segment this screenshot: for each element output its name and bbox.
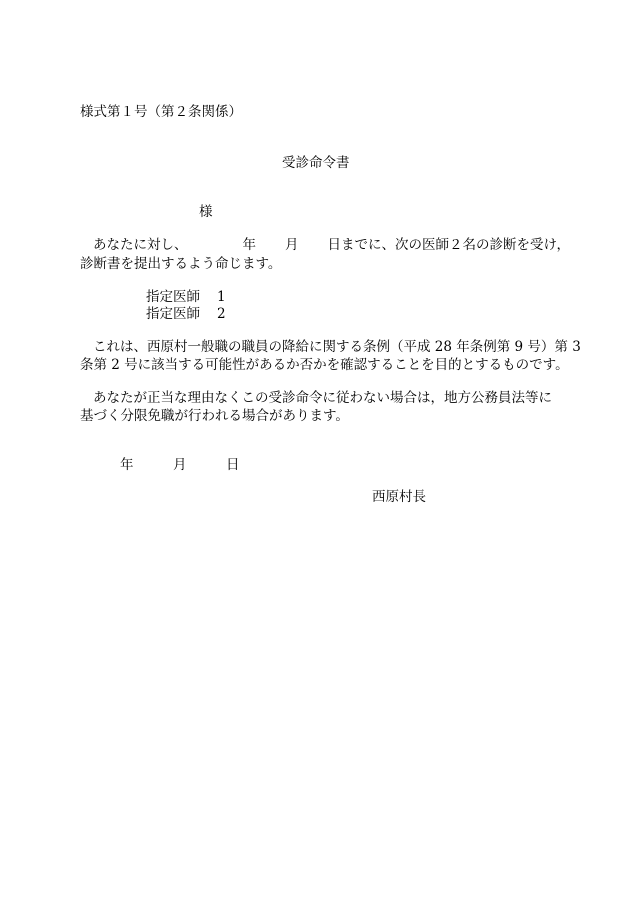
designated-doctor-item [146, 305, 226, 323]
designated-doctor-item [146, 288, 226, 306]
designated-doctor-label: 指定医師 [146, 289, 200, 305]
addressee-suffix: 様 [199, 204, 213, 220]
designated-doctor-number: 1 [217, 289, 226, 305]
designated-doctor-label: 指定医師 [146, 306, 200, 322]
order-paragraph-line-2: 診断書を提出するよう命じます。 [80, 256, 282, 272]
date-day-label: 日 [226, 457, 240, 473]
warning-paragraph-line-2: 基づく分限免職が行われる場合があります。 [80, 408, 349, 424]
form-number-label: 様式第１号（第２条関係） [80, 104, 242, 120]
purpose-paragraph-line-1: これは、西原村一般職の職員の降給に関する条例（平成 28 年条例第 9 号）第 3 [93, 339, 581, 355]
deadline-year-label: 年 [242, 237, 256, 253]
designated-doctor-number: 2 [217, 306, 226, 322]
deadline-month-label: 月 [285, 237, 299, 253]
order-paragraph-line-1 [93, 236, 570, 254]
purpose-paragraph-line-2: 条第 2 号に該当する可能性があるか否かを確認することを目的とするものです。 [80, 357, 569, 373]
date-year-label: 年 [120, 457, 134, 473]
order-intro: あなたに対し、 [93, 237, 188, 253]
deadline-day-text: 日までに、次の医師２名の診断を受け， [327, 237, 570, 253]
date-month-label: 月 [173, 457, 187, 473]
warning-paragraph-line-1: あなたが正当な理由なくこの受診命令に従わない場合は，地方公務員法等に [93, 390, 552, 406]
document-title: 受診命令書 [282, 155, 350, 171]
issuer-title: 西原村長 [372, 489, 426, 505]
